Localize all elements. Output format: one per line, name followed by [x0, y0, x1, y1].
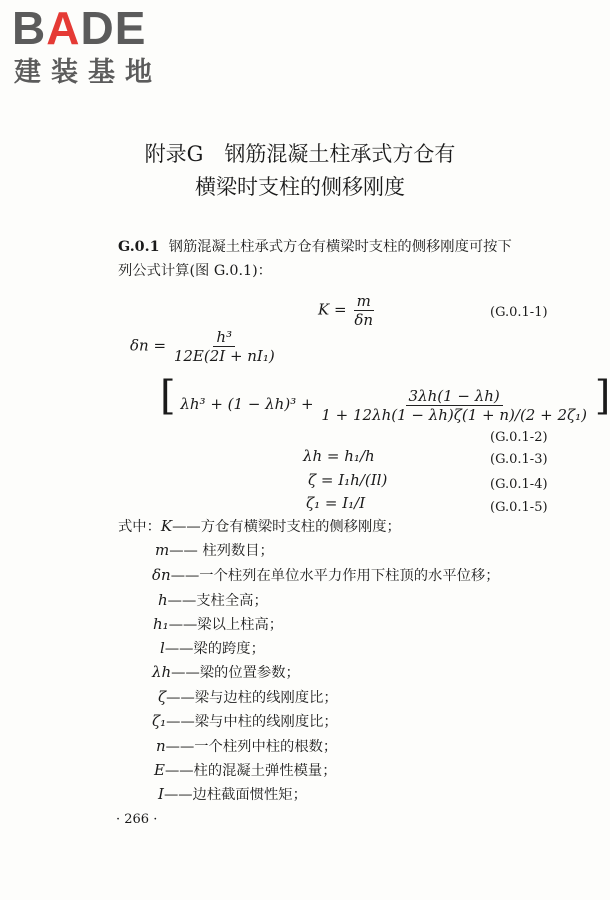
definition-h: h——支柱全高； [158, 591, 268, 609]
definition-zeta: ζ——梁与边柱的线刚度比； [158, 688, 338, 706]
definitions-intro: 式中：K——方仓有横梁时支柱的侧移刚度； [118, 517, 401, 535]
definition-delta-n: δn——一个柱列在单位水平力作用下柱顶的水平位移； [152, 566, 500, 584]
logo-subtitle: 建装基地 [14, 57, 162, 88]
equation-4-number: (G.0.1-4) [490, 477, 548, 492]
appendix-title-line1: 附录G 钢筋混凝土柱承式方仓有 [144, 142, 456, 166]
eq1-denominator: δn [354, 311, 374, 329]
definition-lambda-h: λh——梁的位置参数； [152, 663, 300, 681]
equation-4: ζ = I₁h/(Il) [308, 471, 388, 489]
equation-1-number: (G.0.1-1) [490, 305, 548, 320]
equation-2-bracket: [ λh³ + (1 − λh)³ + $\frac{3\lambda h(1 - \lambda h)}{\text{1 + 12λh(1 − λh)ζ(1 + n)/(2 + 2ζ₁)}}$ ] [160, 373, 610, 424]
eq2-term1: λh³ + (1 − λh)³ + [180, 395, 314, 413]
clause-paragraph-line2: 列公式计算(图 G.0.1)： [118, 263, 272, 279]
logo-wordmark: BADE [12, 2, 147, 54]
page-number: · 266 · [116, 812, 158, 827]
clause-number: G.0.1 [118, 239, 160, 255]
definition-i: I——边柱截面惯性矩； [158, 785, 307, 803]
equation-2-lhs: δn = $\frac{\text{h³}}{\text{12E(2I + nI₁)}}$ [130, 328, 278, 365]
eq2-inner-denominator: 1 + 12λh(1 − λh)ζ(1 + n)/(2 + 2ζ₁) [321, 405, 587, 424]
definition-l: l——梁的跨度； [160, 639, 265, 657]
clause-paragraph-line1 [118, 235, 578, 259]
definition-e: E——柱的混凝土弹性模量； [154, 761, 337, 779]
equation-5-number: (G.0.1-5) [490, 500, 548, 515]
equation-3-number: (G.0.1-3) [490, 452, 548, 467]
appendix-title-line2: 横梁时支柱的侧移刚度 [195, 175, 405, 199]
definition-zeta1: ζ₁——梁与中柱的线刚度比； [152, 712, 338, 730]
equation-2-number: (G.0.1-2) [490, 430, 548, 445]
equation-1: K = $\frac{m}{\delta n}$ [318, 292, 376, 329]
equation-5: ζ₁ = I₁/I [306, 494, 366, 512]
eq1-numerator: m [354, 292, 374, 311]
eq2-numerator: h³ [213, 328, 235, 347]
clause-text-1: 钢筋混凝土柱承式方仓有横梁时支柱的侧移刚度可按下 [168, 239, 512, 255]
definition-n: n——一个柱列中柱的根数； [156, 737, 338, 755]
definition-h1: h₁——梁以上柱高； [153, 615, 284, 633]
eq2-denominator: 12E(2I + nI₁) [173, 347, 275, 365]
eq2-inner-numerator: 3λh(1 − λh) [406, 387, 503, 406]
definition-m: m—— 柱列数目； [155, 541, 274, 559]
equation-3: λh = h₁/h [303, 447, 375, 465]
